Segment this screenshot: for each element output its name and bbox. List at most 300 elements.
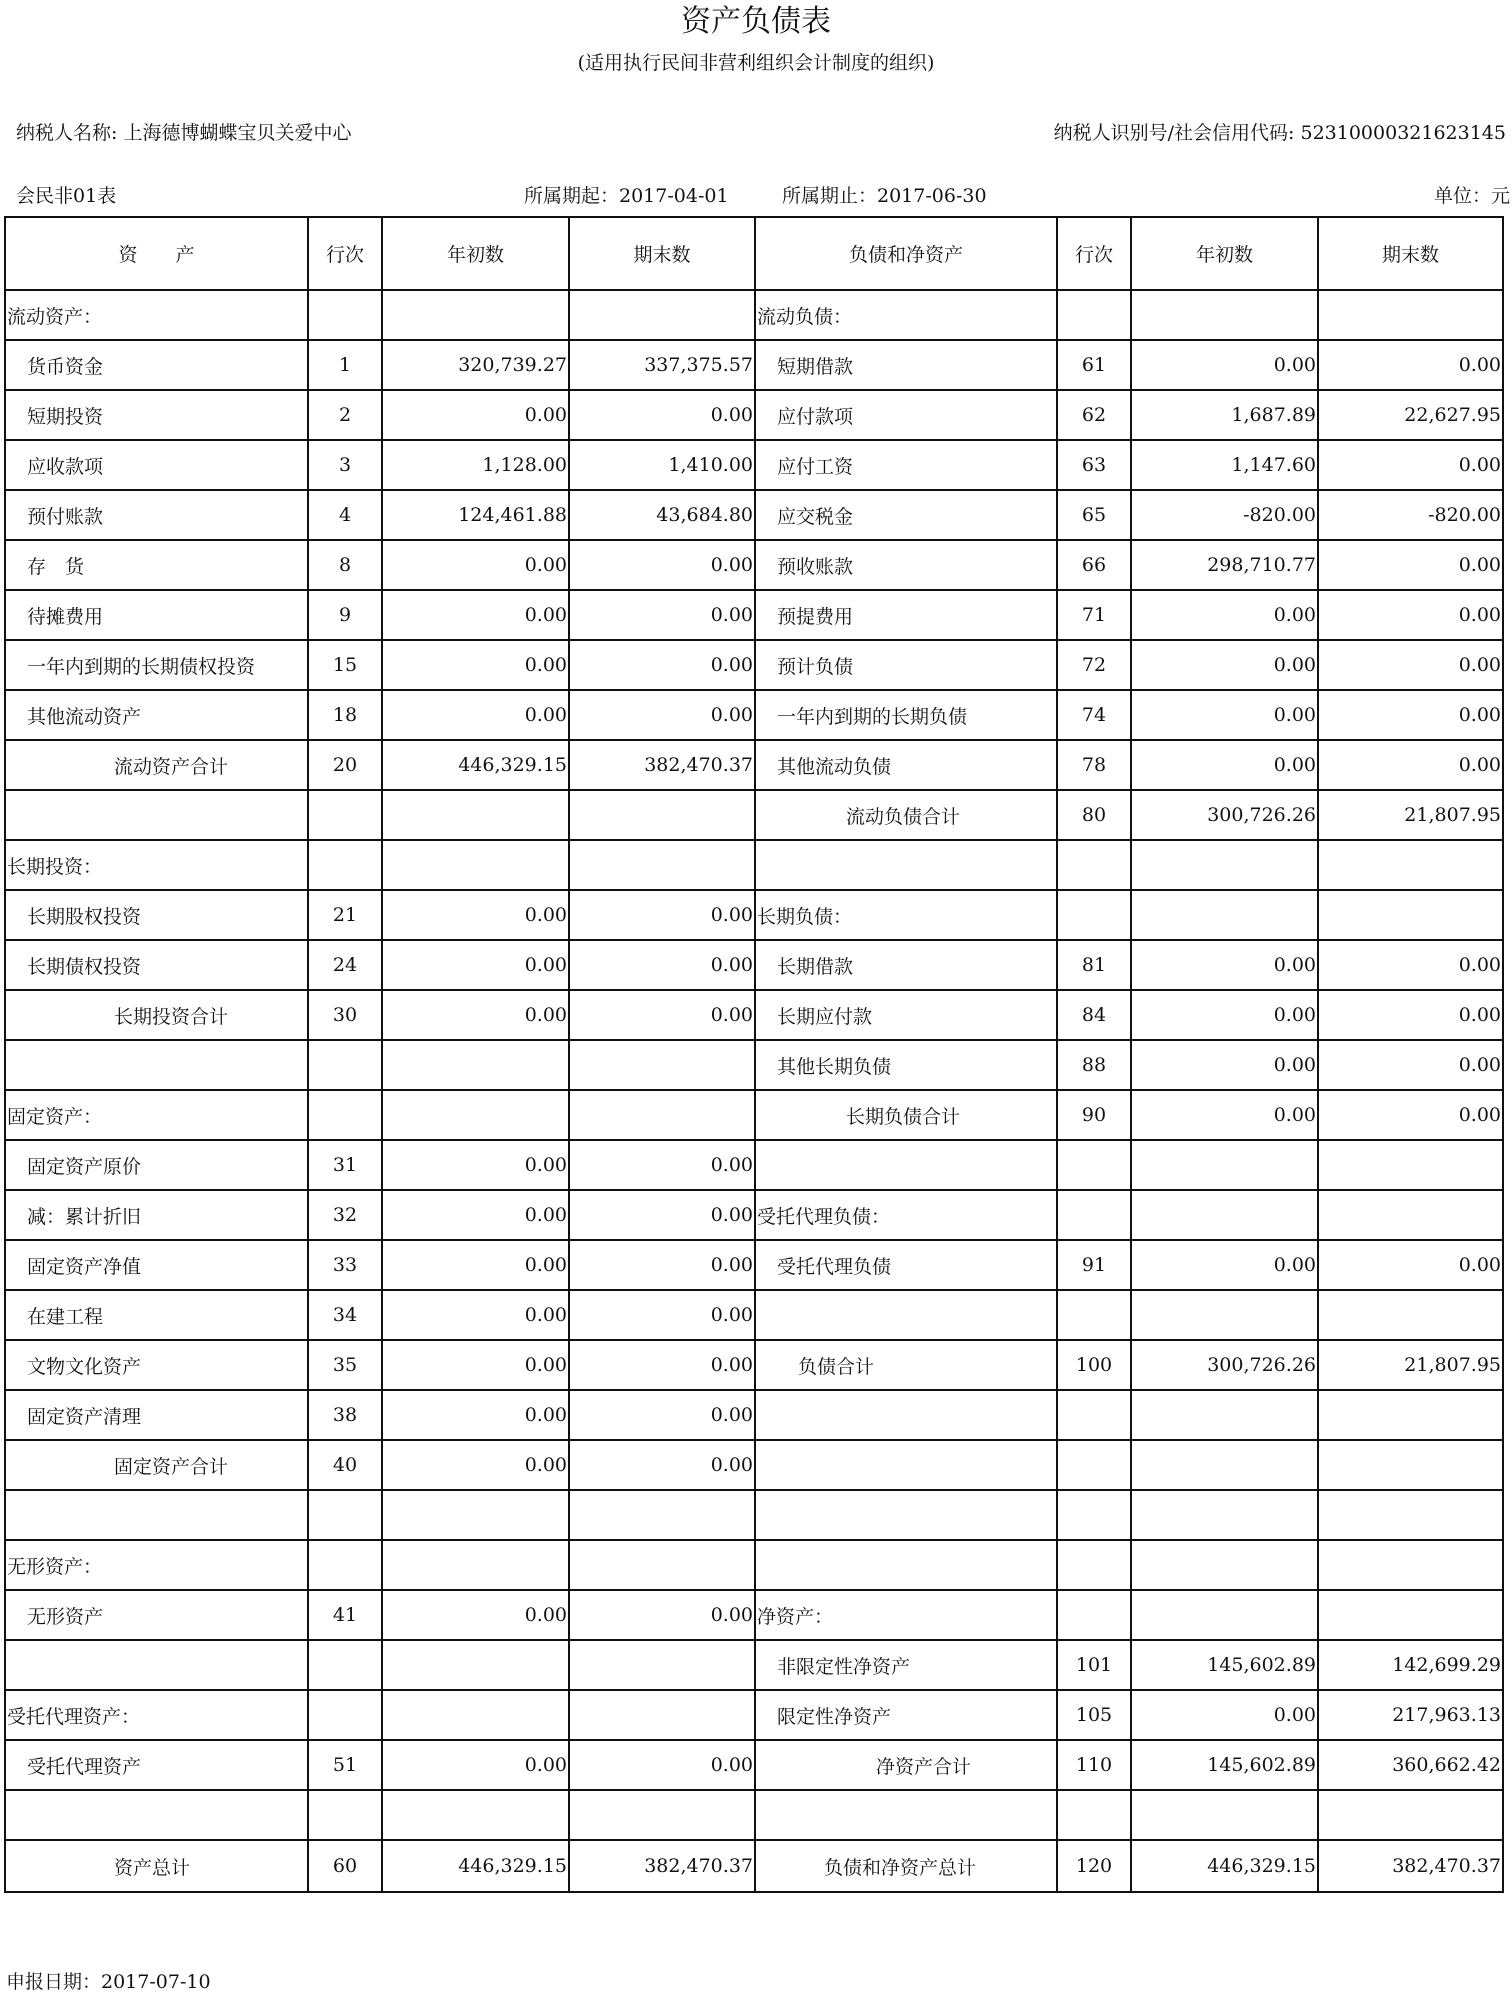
- asset-line-cell: 21: [308, 890, 382, 940]
- asset-end-cell: [569, 840, 755, 890]
- liability-name-cell: [755, 1440, 1057, 1490]
- page-subtitle: (适用执行民间非营利组织会计制度的组织): [577, 52, 935, 74]
- liability-line-cell: 80: [1057, 790, 1131, 840]
- liability-name-cell: [755, 1540, 1057, 1590]
- liability-begin-cell: 145,602.89: [1131, 1740, 1318, 1790]
- asset-begin-cell: [382, 1790, 569, 1840]
- taxpayer-name: 纳税人名称: 上海德博蝴蝶宝贝关爱中心: [16, 122, 352, 144]
- asset-begin-cell: [382, 290, 569, 340]
- asset-begin-cell: 124,461.88: [382, 490, 569, 540]
- liability-end-cell: [1318, 1590, 1503, 1640]
- liability-end-cell: [1318, 890, 1503, 940]
- asset-end-cell: 0.00: [569, 640, 755, 690]
- liability-name-cell: [755, 1790, 1057, 1840]
- liability-line-cell: [1057, 1440, 1131, 1490]
- liability-name-cell: 流动负债：: [755, 290, 1057, 340]
- asset-line-cell: [308, 1490, 382, 1540]
- liability-name-cell: 长期负债：: [755, 890, 1057, 940]
- asset-name-cell: [5, 1640, 308, 1690]
- liability-name-cell: 负债和净资产总计: [755, 1840, 1057, 1892]
- asset-name-cell: 固定资产：: [5, 1090, 308, 1140]
- liability-begin-cell: 145,602.89: [1131, 1640, 1318, 1690]
- asset-begin-cell: 446,329.15: [382, 1840, 569, 1892]
- liability-line-cell: 100: [1057, 1340, 1131, 1390]
- asset-name-cell: 固定资产原价: [5, 1140, 308, 1190]
- liability-begin-cell: [1131, 1390, 1318, 1440]
- liability-end-cell: 21,807.95: [1318, 790, 1503, 840]
- liability-line-cell: [1057, 1190, 1131, 1240]
- asset-end-cell: 0.00: [569, 1740, 755, 1790]
- asset-begin-cell: 0.00: [382, 1140, 569, 1190]
- header-end: 期末数: [569, 217, 755, 290]
- asset-line-cell: 31: [308, 1140, 382, 1190]
- asset-name-cell: 货币资金: [5, 340, 308, 390]
- asset-name-cell: 长期股权投资: [5, 890, 308, 940]
- liability-name-cell: 净资产合计: [755, 1740, 1057, 1790]
- page-title: 资产负债表: [681, 4, 831, 39]
- liability-name-cell: 预提费用: [755, 590, 1057, 640]
- asset-begin-cell: 0.00: [382, 1240, 569, 1290]
- liability-line-cell: 61: [1057, 340, 1131, 390]
- table-row: [5, 1690, 1503, 1740]
- liability-begin-cell: [1131, 1540, 1318, 1590]
- report-date: 申报日期：2017-07-10: [6, 1971, 211, 1993]
- form-code: 会民非01表: [16, 185, 117, 207]
- asset-line-cell: 3: [308, 440, 382, 490]
- liability-end-cell: 0.00: [1318, 640, 1503, 690]
- asset-line-cell: [308, 1040, 382, 1090]
- asset-begin-cell: 0.00: [382, 540, 569, 590]
- asset-name-cell: 无形资产：: [5, 1540, 308, 1590]
- asset-begin-cell: [382, 1540, 569, 1590]
- liability-end-cell: [1318, 1140, 1503, 1190]
- liability-line-cell: 72: [1057, 640, 1131, 690]
- liability-begin-cell: -820.00: [1131, 490, 1318, 540]
- asset-begin-cell: 0.00: [382, 1340, 569, 1390]
- liability-begin-cell: [1131, 1490, 1318, 1540]
- asset-name-cell: 固定资产净值: [5, 1240, 308, 1290]
- liability-line-cell: 101: [1057, 1640, 1131, 1690]
- liability-end-cell: 360,662.42: [1318, 1740, 1503, 1790]
- liability-end-cell: 0.00: [1318, 1240, 1503, 1290]
- asset-end-cell: 0.00: [569, 1240, 755, 1290]
- asset-name-cell: 应收款项: [5, 440, 308, 490]
- asset-begin-cell: 0.00: [382, 990, 569, 1040]
- asset-begin-cell: 0.00: [382, 1390, 569, 1440]
- asset-end-cell: 0.00: [569, 590, 755, 640]
- asset-begin-cell: [382, 790, 569, 840]
- liability-begin-cell: 0.00: [1131, 990, 1318, 1040]
- asset-line-cell: 51: [308, 1740, 382, 1790]
- liability-begin-cell: [1131, 1790, 1318, 1840]
- liability-end-cell: [1318, 1490, 1503, 1540]
- liability-end-cell: 0.00: [1318, 540, 1503, 590]
- liability-end-cell: 217,963.13: [1318, 1690, 1503, 1740]
- table-row: [5, 290, 1503, 340]
- liability-name-cell: 限定性净资产: [755, 1690, 1057, 1740]
- table-row: [5, 1440, 1503, 1490]
- liability-name-cell: 流动负债合计: [755, 790, 1057, 840]
- liability-end-cell: 0.00: [1318, 340, 1503, 390]
- asset-begin-cell: [382, 1690, 569, 1740]
- liability-begin-cell: 446,329.15: [1131, 1840, 1318, 1892]
- asset-line-cell: 1: [308, 340, 382, 390]
- table-row: [5, 740, 1503, 790]
- liability-end-cell: 0.00: [1318, 690, 1503, 740]
- table-row: [5, 1240, 1503, 1290]
- liability-begin-cell: 0.00: [1131, 1690, 1318, 1740]
- asset-name-cell: 一年内到期的长期债权投资: [5, 640, 308, 690]
- table-row: [5, 1640, 1503, 1690]
- table-row: [5, 540, 1503, 590]
- asset-end-cell: 0.00: [569, 1140, 755, 1190]
- asset-line-cell: 20: [308, 740, 382, 790]
- asset-end-cell: [569, 1040, 755, 1090]
- liability-line-cell: 105: [1057, 1690, 1131, 1740]
- asset-line-cell: 40: [308, 1440, 382, 1490]
- liability-end-cell: 0.00: [1318, 1090, 1503, 1140]
- table-row: [5, 1540, 1503, 1590]
- asset-line-cell: [308, 1640, 382, 1690]
- liability-name-cell: 应付工资: [755, 440, 1057, 490]
- asset-line-cell: [308, 1790, 382, 1840]
- table-row: [5, 1090, 1503, 1140]
- liability-line-cell: 88: [1057, 1040, 1131, 1090]
- asset-end-cell: [569, 1540, 755, 1590]
- asset-begin-cell: [382, 1040, 569, 1090]
- liability-line-cell: [1057, 290, 1131, 340]
- asset-end-cell: [569, 1640, 755, 1690]
- asset-begin-cell: [382, 1640, 569, 1690]
- asset-end-cell: 0.00: [569, 940, 755, 990]
- header-line-2: 行次: [1057, 217, 1131, 290]
- table-row: [5, 1290, 1503, 1340]
- asset-begin-cell: 0.00: [382, 1590, 569, 1640]
- liability-name-cell: 短期借款: [755, 340, 1057, 390]
- asset-line-cell: 8: [308, 540, 382, 590]
- liability-end-cell: [1318, 1540, 1503, 1590]
- header-assets: 资 产: [5, 217, 308, 290]
- asset-end-cell: [569, 1690, 755, 1740]
- table-row: [5, 1190, 1503, 1240]
- asset-begin-cell: 320,739.27: [382, 340, 569, 390]
- taxpayer-id: 纳税人识别号/社会信用代码: 52310000321623145: [1053, 122, 1506, 144]
- liability-begin-cell: [1131, 1590, 1318, 1640]
- liability-line-cell: [1057, 1390, 1131, 1440]
- liability-begin-cell: 0.00: [1131, 690, 1318, 740]
- asset-name-cell: 长期投资：: [5, 840, 308, 890]
- asset-line-cell: [308, 1540, 382, 1590]
- liability-line-cell: [1057, 1140, 1131, 1190]
- table-row: [5, 840, 1503, 890]
- asset-end-cell: 0.00: [569, 990, 755, 1040]
- asset-name-cell: 受托代理资产：: [5, 1690, 308, 1740]
- liability-name-cell: 非限定性净资产: [755, 1640, 1057, 1690]
- table-header-row: [5, 217, 1503, 290]
- asset-name-cell: 长期债权投资: [5, 940, 308, 990]
- asset-name-cell: 无形资产: [5, 1590, 308, 1640]
- asset-line-cell: 38: [308, 1390, 382, 1440]
- asset-begin-cell: 0.00: [382, 640, 569, 690]
- liability-end-cell: 0.00: [1318, 440, 1503, 490]
- asset-end-cell: 0.00: [569, 690, 755, 740]
- table-row: [5, 440, 1503, 490]
- asset-name-cell: 短期投资: [5, 390, 308, 440]
- asset-begin-cell: [382, 1090, 569, 1140]
- liability-end-cell: 0.00: [1318, 1040, 1503, 1090]
- asset-end-cell: 0.00: [569, 1340, 755, 1390]
- asset-name-cell: 受托代理资产: [5, 1740, 308, 1790]
- asset-begin-cell: 0.00: [382, 390, 569, 440]
- liability-begin-cell: 0.00: [1131, 590, 1318, 640]
- asset-begin-cell: 0.00: [382, 890, 569, 940]
- asset-name-cell: 资产总计: [5, 1840, 308, 1892]
- asset-line-cell: 60: [308, 1840, 382, 1892]
- balance-sheet-table: [4, 216, 1504, 1893]
- table-row: [5, 790, 1503, 840]
- liability-end-cell: [1318, 840, 1503, 890]
- header-liabilities: 负债和净资产: [755, 217, 1057, 290]
- asset-name-cell: [5, 1790, 308, 1840]
- asset-end-cell: 0.00: [569, 1590, 755, 1640]
- liability-end-cell: 0.00: [1318, 590, 1503, 640]
- asset-end-cell: 382,470.37: [569, 740, 755, 790]
- header-end-2: 期末数: [1318, 217, 1503, 290]
- liability-end-cell: [1318, 1290, 1503, 1340]
- asset-end-cell: 1,410.00: [569, 440, 755, 490]
- liability-line-cell: [1057, 890, 1131, 940]
- asset-name-cell: 存 货: [5, 540, 308, 590]
- asset-name-cell: 其他流动资产: [5, 690, 308, 740]
- asset-end-cell: 337,375.57: [569, 340, 755, 390]
- liability-end-cell: 0.00: [1318, 990, 1503, 1040]
- liability-line-cell: 91: [1057, 1240, 1131, 1290]
- asset-begin-cell: [382, 1490, 569, 1540]
- liability-name-cell: [755, 1140, 1057, 1190]
- asset-name-cell: [5, 790, 308, 840]
- asset-name-cell: 流动资产：: [5, 290, 308, 340]
- liability-end-cell: 382,470.37: [1318, 1840, 1503, 1892]
- liability-name-cell: 预计负债: [755, 640, 1057, 690]
- asset-end-cell: [569, 790, 755, 840]
- asset-end-cell: [569, 290, 755, 340]
- asset-name-cell: 长期投资合计: [5, 990, 308, 1040]
- liability-end-cell: [1318, 1790, 1503, 1840]
- asset-end-cell: [569, 1090, 755, 1140]
- liability-line-cell: [1057, 1290, 1131, 1340]
- asset-end-cell: 0.00: [569, 390, 755, 440]
- asset-line-cell: 9: [308, 590, 382, 640]
- liability-line-cell: 110: [1057, 1740, 1131, 1790]
- asset-name-cell: [5, 1040, 308, 1090]
- liability-name-cell: [755, 1390, 1057, 1440]
- asset-end-cell: 0.00: [569, 1290, 755, 1340]
- liability-begin-cell: [1131, 290, 1318, 340]
- liability-name-cell: [755, 1490, 1057, 1540]
- asset-name-cell: 待摊费用: [5, 590, 308, 640]
- liability-name-cell: 其他流动负债: [755, 740, 1057, 790]
- liability-end-cell: [1318, 1440, 1503, 1490]
- table-row: [5, 1040, 1503, 1090]
- asset-end-cell: [569, 1490, 755, 1540]
- liability-name-cell: 长期负债合计: [755, 1090, 1057, 1140]
- liability-name-cell: 净资产：: [755, 1590, 1057, 1640]
- asset-end-cell: 0.00: [569, 540, 755, 590]
- asset-begin-cell: [382, 840, 569, 890]
- liability-end-cell: 0.00: [1318, 740, 1503, 790]
- asset-line-cell: 2: [308, 390, 382, 440]
- liability-line-cell: 120: [1057, 1840, 1131, 1892]
- liability-name-cell: 一年内到期的长期负债: [755, 690, 1057, 740]
- table-row: [5, 940, 1503, 990]
- liability-begin-cell: 300,726.26: [1131, 1340, 1318, 1390]
- liability-line-cell: 84: [1057, 990, 1131, 1040]
- liability-begin-cell: 1,147.60: [1131, 440, 1318, 490]
- asset-begin-cell: 0.00: [382, 1290, 569, 1340]
- liability-begin-cell: [1131, 840, 1318, 890]
- liability-end-cell: [1318, 290, 1503, 340]
- asset-line-cell: 32: [308, 1190, 382, 1240]
- asset-begin-cell: 446,329.15: [382, 740, 569, 790]
- liability-name-cell: 负债合计: [755, 1340, 1057, 1390]
- liability-begin-cell: [1131, 890, 1318, 940]
- header-begin: 年初数: [382, 217, 569, 290]
- liability-line-cell: 63: [1057, 440, 1131, 490]
- table-row: [5, 1140, 1503, 1190]
- asset-line-cell: [308, 1690, 382, 1740]
- liability-line-cell: [1057, 1790, 1131, 1840]
- table-row: [5, 1490, 1503, 1540]
- liability-begin-cell: 298,710.77: [1131, 540, 1318, 590]
- liability-begin-cell: 0.00: [1131, 1040, 1318, 1090]
- liability-begin-cell: 0.00: [1131, 940, 1318, 990]
- asset-line-cell: 15: [308, 640, 382, 690]
- asset-end-cell: 0.00: [569, 1190, 755, 1240]
- liability-begin-cell: [1131, 1190, 1318, 1240]
- header-line: 行次: [308, 217, 382, 290]
- liability-line-cell: [1057, 1540, 1131, 1590]
- asset-end-cell: 382,470.37: [569, 1840, 755, 1892]
- asset-name-cell: 减：累计折旧: [5, 1190, 308, 1240]
- liability-begin-cell: [1131, 1140, 1318, 1190]
- header-begin-2: 年初数: [1131, 217, 1318, 290]
- liability-line-cell: [1057, 1590, 1131, 1640]
- table-row: [5, 1740, 1503, 1790]
- liability-end-cell: -820.00: [1318, 490, 1503, 540]
- table-total-row: [5, 1840, 1503, 1892]
- liability-end-cell: 0.00: [1318, 940, 1503, 990]
- asset-end-cell: 0.00: [569, 1390, 755, 1440]
- liability-name-cell: 长期借款: [755, 940, 1057, 990]
- liability-begin-cell: 300,726.26: [1131, 790, 1318, 840]
- asset-name-cell: 在建工程: [5, 1290, 308, 1340]
- table-row: [5, 390, 1503, 440]
- table-row: [5, 590, 1503, 640]
- liability-name-cell: 受托代理负债: [755, 1240, 1057, 1290]
- liability-name-cell: 预收账款: [755, 540, 1057, 590]
- asset-line-cell: 41: [308, 1590, 382, 1640]
- asset-line-cell: [308, 290, 382, 340]
- asset-end-cell: 43,684.80: [569, 490, 755, 540]
- asset-line-cell: 33: [308, 1240, 382, 1290]
- table-row: [5, 1590, 1503, 1640]
- liability-name-cell: 长期应付款: [755, 990, 1057, 1040]
- liability-begin-cell: 0.00: [1131, 1240, 1318, 1290]
- asset-begin-cell: 0.00: [382, 1190, 569, 1240]
- asset-line-cell: 35: [308, 1340, 382, 1390]
- asset-line-cell: 4: [308, 490, 382, 540]
- liability-begin-cell: [1131, 1440, 1318, 1490]
- unit-label: 单位：元: [1433, 185, 1510, 207]
- liability-line-cell: 66: [1057, 540, 1131, 590]
- liability-end-cell: [1318, 1390, 1503, 1440]
- asset-name-cell: 流动资产合计: [5, 740, 308, 790]
- table-row: [5, 1790, 1503, 1840]
- liability-line-cell: 78: [1057, 740, 1131, 790]
- period-start: 所属期起：2017-04-01: [524, 185, 729, 207]
- liability-line-cell: 71: [1057, 590, 1131, 640]
- table-row: [5, 640, 1503, 690]
- liability-line-cell: 81: [1057, 940, 1131, 990]
- asset-name-cell: 固定资产合计: [5, 1440, 308, 1490]
- liability-line-cell: [1057, 1490, 1131, 1540]
- asset-line-cell: [308, 840, 382, 890]
- table-row: [5, 1340, 1503, 1390]
- table-row: [5, 890, 1503, 940]
- asset-line-cell: 34: [308, 1290, 382, 1340]
- asset-line-cell: 30: [308, 990, 382, 1040]
- liability-line-cell: 90: [1057, 1090, 1131, 1140]
- liability-begin-cell: 0.00: [1131, 740, 1318, 790]
- asset-end-cell: 0.00: [569, 890, 755, 940]
- asset-line-cell: 24: [308, 940, 382, 990]
- table-row: [5, 1390, 1503, 1440]
- liability-line-cell: [1057, 840, 1131, 890]
- liability-line-cell: 62: [1057, 390, 1131, 440]
- liability-name-cell: [755, 1290, 1057, 1340]
- table-row: [5, 490, 1503, 540]
- liability-begin-cell: 0.00: [1131, 340, 1318, 390]
- table-row: [5, 690, 1503, 740]
- liability-name-cell: 受托代理负债：: [755, 1190, 1057, 1240]
- table-row: [5, 340, 1503, 390]
- liability-begin-cell: 0.00: [1131, 1090, 1318, 1140]
- period-end: 所属期止：2017-06-30: [782, 185, 987, 207]
- asset-name-cell: [5, 1490, 308, 1540]
- asset-name-cell: 文物文化资产: [5, 1340, 308, 1390]
- liability-end-cell: [1318, 1190, 1503, 1240]
- asset-begin-cell: 0.00: [382, 940, 569, 990]
- liability-end-cell: 22,627.95: [1318, 390, 1503, 440]
- liability-begin-cell: [1131, 1290, 1318, 1340]
- asset-begin-cell: 0.00: [382, 1740, 569, 1790]
- asset-line-cell: 18: [308, 690, 382, 740]
- asset-end-cell: 0.00: [569, 1440, 755, 1490]
- liability-end-cell: 21,807.95: [1318, 1340, 1503, 1390]
- asset-begin-cell: 0.00: [382, 590, 569, 640]
- asset-line-cell: [308, 790, 382, 840]
- liability-line-cell: 65: [1057, 490, 1131, 540]
- asset-name-cell: 预付账款: [5, 490, 308, 540]
- asset-begin-cell: 0.00: [382, 690, 569, 740]
- liability-line-cell: 74: [1057, 690, 1131, 740]
- liability-name-cell: 应交税金: [755, 490, 1057, 540]
- asset-begin-cell: 0.00: [382, 1440, 569, 1490]
- asset-begin-cell: 1,128.00: [382, 440, 569, 490]
- asset-name-cell: 固定资产清理: [5, 1390, 308, 1440]
- liability-end-cell: 142,699.29: [1318, 1640, 1503, 1690]
- asset-end-cell: [569, 1790, 755, 1840]
